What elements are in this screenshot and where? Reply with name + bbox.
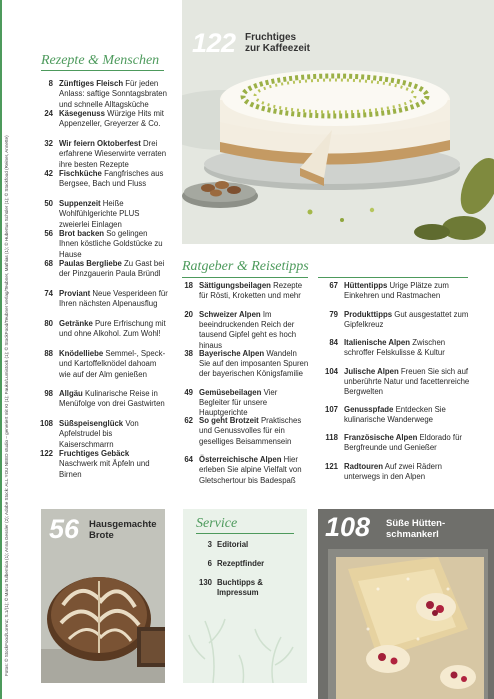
photo-credits: Fotos: © StockFood/Lorenz; S.1/(1); © Marco Tulbernica (1); Anna Gessler (2); Adobe Stock: ALL YOU NEED studio – generiert mit KI (1); Fauks/Lumistock (1); © StockFood/Teubner Verlag/Teubner, Mathias (1); © Hubertus Schüler (1); © Stockfood (Reiner, Annette) <box>4 135 9 676</box>
toc-entry[interactable]: 74 Proviant Neue Vesperideen für Ihren nächsten Alpenausflug <box>44 289 168 309</box>
toc-entry[interactable]: 50 Suppenzeit Heiße Wohlfühlgerichte PLUS zweierlei Einlagen <box>44 199 140 229</box>
toc-entry[interactable]: 8 Zünftiges Fleisch Für jeden Anlass: saftige Sonntagsbraten und schnelle Alltagsküche <box>48 79 167 109</box>
ratgeber-list-col2 <box>318 281 474 490</box>
hero-page-number: 122 <box>192 28 236 58</box>
toc-entry[interactable]: 84 Italienische Alpen Zwischen schroffer Felskulisse & Kultur <box>329 338 446 358</box>
bread-page-number: 56 <box>49 514 80 544</box>
toc-entry[interactable]: 130 Buchtipps & Impressum <box>198 578 263 598</box>
toc-entry[interactable]: 3 Editorial <box>207 540 249 549</box>
hero-caption: Fruchtiges zur Kaffeezeit <box>245 32 311 54</box>
toc-entry[interactable]: 118 Französische Alpen Eldorado für Bergfreunde und Genießer <box>325 433 463 453</box>
toc-entry[interactable]: 38 Bayerische Alpen Wandeln Sie auf den imposanten Spuren der bayerischen Königsfamilie <box>184 348 309 379</box>
toc-entry[interactable]: 67 Hüttentipps Urige Plätze zum Einkehren und Rastmachen <box>329 281 449 301</box>
toc-entry[interactable]: 18 Sättigungsbeilagen Rezepte für Rösti, Kroketten und mehr <box>184 281 303 301</box>
section-rule-ratgeber-left <box>182 277 308 278</box>
toc-entry[interactable]: 104 Julische Alpen Freuen Sie sich auf unberührte Natur und facettenreiche Bergwelten <box>324 366 470 397</box>
toc-entry[interactable]: 122 Fruchtiges Gebäck Naschwerk mit Äpfeln und Birnen <box>39 449 150 479</box>
section-title-ratgeber: Ratgeber & Reisetipps <box>182 259 309 274</box>
toc-entry[interactable]: 62 So geht Brotzeit Praktisches und Genussvolles für ein geselliges Beisammensein <box>184 416 302 446</box>
section-rule-ratgeber-right <box>318 277 468 278</box>
toc-entry[interactable]: 80 Getränke Pure Erfrischung mit und ohne Alkohol. Zum Wohl! <box>44 319 166 339</box>
green-edge-strip <box>0 0 2 699</box>
service-rule <box>196 533 294 534</box>
rezepte-list <box>29 79 169 479</box>
toc-entry[interactable]: 42 Fischküche Fangfrisches aus Bergsee, Bach und Fluss <box>44 169 164 189</box>
toc-entry[interactable]: 49 Gemüsebeilagen Vier Begleiter für unsere Hauptgerichte <box>184 387 278 418</box>
toc-entry[interactable]: 98 Allgäu Kulinarische Reise in Menüfolge von drei Gastwirten <box>44 389 165 409</box>
section-rule-rezepte <box>41 70 164 71</box>
toc-entry[interactable]: 24 Käsegenuss Würzige Hits mit Appenzeller, Greyerzer & Co. <box>44 109 164 129</box>
toc-entry[interactable]: 79 Produkttipps Gut ausgestattet zum Gipfelkreuz <box>329 309 469 329</box>
toc-entry[interactable]: 64 Österreichische Alpen Hier erleben Sie alpine Vielfalt von Gletschertour bis Badespaß <box>184 455 302 485</box>
toc-entry[interactable]: 20 Schweizer Alpen Im beeindruckenden Reich der tausend Gipfel geht es hoch hinaus <box>184 309 297 350</box>
strudel-caption: Süße Hütten- schmankerl <box>386 518 446 540</box>
toc-entry[interactable]: 32 Wir feiern Oktoberfest Drei erfahrene Wieserwirte verraten ihre besten Rezepte <box>44 139 167 169</box>
bread-caption: Hausgemachte Brote <box>89 519 157 541</box>
toc-entry[interactable]: 108 Süßspeisenglück Von Apfelstrudel bis Kaiserschmarrn <box>39 419 139 449</box>
toc-entry[interactable]: 6 Rezeptfinder <box>207 559 265 568</box>
ratgeber-list-col1 <box>173 281 309 495</box>
toc-entry[interactable]: 121 Radtouren Auf zwei Rädern unterwegs in den Alpen <box>324 461 442 481</box>
toc-entry[interactable]: 56 Brot backen So gelingen Ihnen köstliche Goldstücke zu Hause <box>44 229 163 259</box>
service-list <box>192 540 304 600</box>
section-title-rezepte: Rezepte & Menschen <box>41 53 160 68</box>
toc-entry[interactable]: 68 Paulas Bergliebe Zu Gast bei der Pinzgauerin Paula Bründl <box>44 259 165 279</box>
toc-entry[interactable]: 88 Knödelliebe Semmel-, Speck- und Kartoffelknödel dahoam wie auf der Alm genießen <box>44 349 166 379</box>
service-title: Service <box>196 516 238 531</box>
toc-entry[interactable]: 107 Genusspfade Entdecken Sie kulinarische Wanderwege <box>324 404 446 424</box>
strudel-page-number: 108 <box>325 512 371 542</box>
